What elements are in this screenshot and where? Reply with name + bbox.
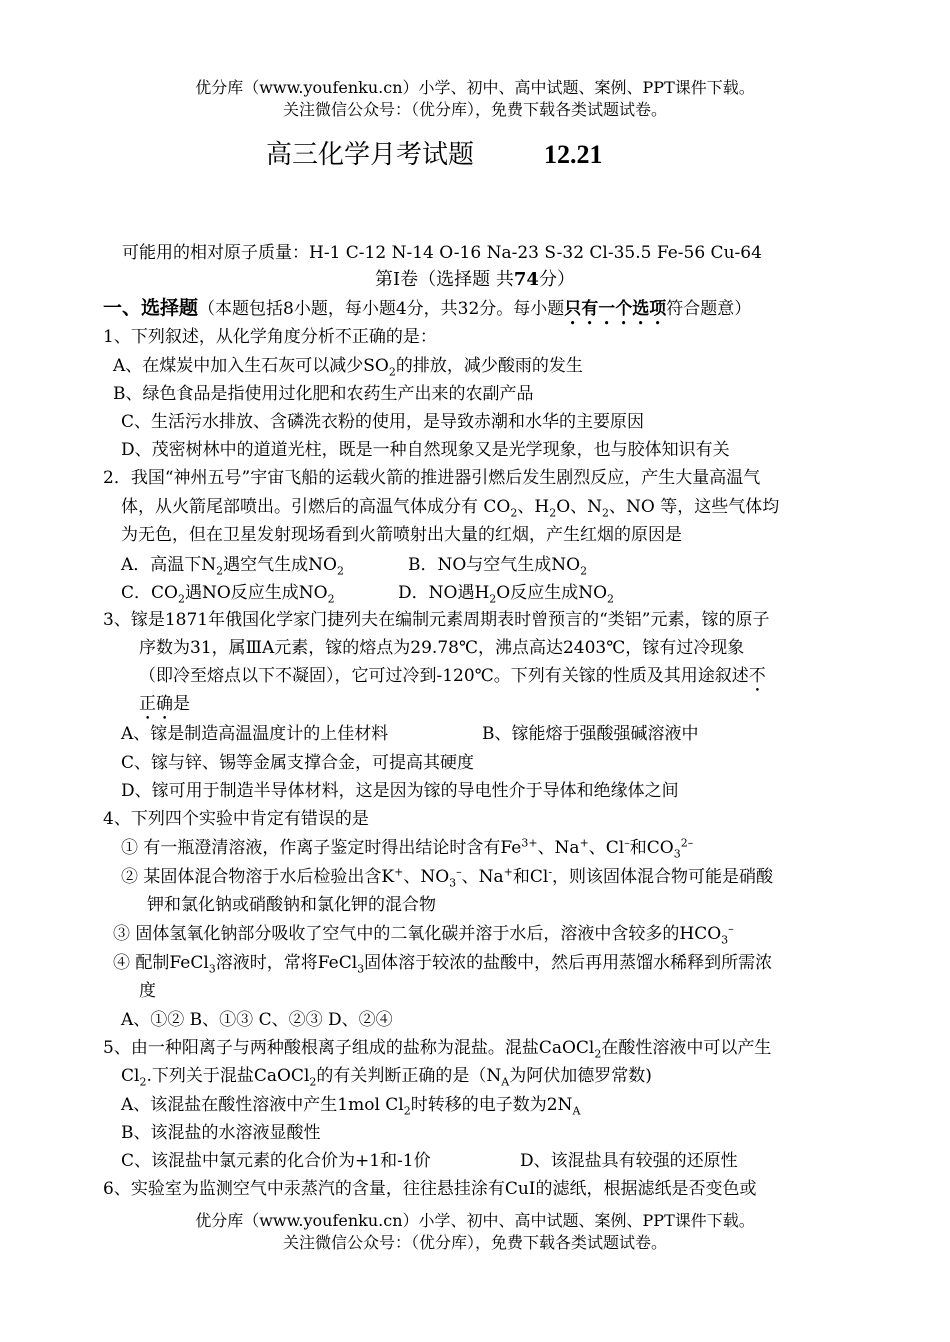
q1-stem: 1、下列叙述，从化学角度分析不正确的是：: [103, 327, 437, 347]
section1-note-a: （本题包括8小题，每小题4分，共32分。每小题: [198, 299, 565, 319]
q3-option-a: A、镓是制造高温温度计的上佳材料: [121, 724, 389, 744]
q3-line-1: 3、镓是1871年俄国化学家门捷列夫在编制元素周期表时曾预言的“类铝”元素，镓的原子: [103, 610, 770, 630]
section1-note-b: 符合题意）: [666, 299, 752, 319]
q3-line-2: 序数为31，属ⅢA元素，镓的熔点为29.78℃，沸点高达2403℃，镓有过冷现象: [139, 638, 745, 658]
q3-option-c: C、镓与锌、锡等金属支撑合金，可提高其硬度: [121, 753, 475, 773]
q3-option-d: D、镓可用于制造半导体材料，这是因为镓的导电性介于导体和绝缘体之间: [121, 781, 679, 801]
q4-item-2: ② 某固体混合物溶于水后检验出含K+、$NO_3^-$、Na+和Cl-，则该固体混合物可能是硝酸: [121, 865, 774, 890]
atomic-masses: 可能用的相对原子质量：H-1 C-12 N-14 O-16 Na-23 S-32 Cl-35.5 Fe-56 Cu-64: [122, 243, 762, 263]
footer-line-1: 优分库（www.youfenku.cn）小学、初中、高中试题、案例、PPT课件下载。: [195, 1211, 755, 1230]
footer-line-2: 关注微信公众号：（优分库），免费下载各类试题试卷。: [282, 1233, 667, 1252]
q4-item-4-line-2: 度: [139, 981, 156, 1001]
q6-line-1: 6、实验室为监测空气中汞蒸汽的含量，往往悬挂涂有CuI的滤纸，根据滤纸是否变色或: [103, 1179, 757, 1199]
q4-options: A、①② B、①③ C、②③ D、②④: [121, 1010, 393, 1030]
q2-option-a: A．高温下$N_2$遇空气生成$NO_2$: [121, 555, 344, 578]
volume-prefix: 第Ⅰ卷（选择题 共: [375, 269, 514, 290]
q2-line-1: 2．我国“神州五号”宇宙飞船的运载火箭的推进器引燃后发生剧烈反应，产生大量高温气: [103, 468, 761, 488]
q5-option-d: D、该混盐具有较强的还原性: [520, 1151, 738, 1171]
q1-option-a: A、在煤炭中加入生石灰可以减少$SO_2$的排放，减少酸雨的发生: [113, 356, 583, 379]
q2-line-2: 体，从火箭尾部喷出。引燃后的高温气体成分有 $CO_2$、$H_2O$、$N_2$、NO 等，这些气体均: [121, 497, 780, 520]
header-line-2: 关注微信公众号：（优分库），免费下载各类试题试卷。: [282, 100, 667, 119]
q1-option-c: C、生活污水排放、含磷洗衣粉的使用，是导致赤潮和水华的主要原因: [121, 412, 645, 432]
q5-line-2: $Cl_2$.下列关于混盐CaOCl$_2$的有关判断正确的是（$N_A$为阿伏加德罗常数): [121, 1066, 652, 1089]
q4-stem: 4、下列四个实验中肯定有错误的是: [103, 809, 369, 829]
q4-item-1: ① 有一瓶澄清溶液，作离子鉴定时得出结论时含有$Fe^{3+}$、Na+、Cl–和$CO_3^{2-}$: [121, 836, 694, 861]
volume-heading: [0, 268, 950, 292]
section1-note-emph: 只有一个选项: [564, 299, 667, 319]
q4-item-2-line-2: 钾和氯化钠或硝酸钠和氯化钾的混合物: [147, 895, 436, 915]
title-main: 高三化学月考试题: [266, 140, 475, 170]
page-title: [266, 138, 603, 172]
q5-line-1: 5、由一种阳离子与两种酸根离子组成的盐称为混盐。混盐CaOCl$_2$在酸性溶液中可以产生: [103, 1038, 772, 1061]
q1-option-b: B、绿色食品是指使用过化肥和农药生产出来的农副产品: [113, 384, 534, 404]
q3-line-3: （即冷至熔点以下不凝固），它可过冷到-120℃。下列有关镓的性质及其用途叙述不: [139, 666, 766, 686]
header-line-1: 优分库（www.youfenku.cn）小学、初中、高中试题、案例、PPT课件下载。: [195, 78, 755, 97]
q5-option-b: B、该混盐的水溶液显酸性: [121, 1123, 321, 1143]
q3-option-b: B、镓能熔于强酸强碱溶液中: [482, 724, 699, 744]
q2-option-b: B．NO与空气生成$NO_2$: [408, 555, 588, 578]
q2-option-c: C．$CO_2$遇NO反应生成$NO_2$: [121, 583, 335, 606]
q2-line-3: 为无色，但在卫星发射现场看到火箭喷射出大量的红烟，产生红烟的原因是: [121, 525, 682, 545]
volume-points: 74: [513, 269, 539, 290]
title-date: 12.21: [544, 140, 603, 169]
q2-option-d: D．NO遇$H_2O$反应生成$NO_2$: [398, 583, 615, 606]
q5-option-a: A、该混盐在酸性溶液中产生1mol $Cl_2$时转移的电子数为$2N_A$: [121, 1095, 581, 1118]
volume-suffix: 分）: [538, 269, 575, 290]
q5-option-c: C、该混盐中氯元素的化合价为+1和-1价: [121, 1151, 431, 1171]
section1-title: 一、选择题: [103, 297, 199, 319]
q4-item-3: ③ 固体氢氧化钠部分吸收了空气中的二氧化碳并溶于水后，溶液中含较多的$HCO_3^-$: [113, 922, 734, 947]
q3-line-4: 正确是: [139, 694, 190, 714]
q1-option-d: D、茂密树林中的道道光柱，既是一种自然现象又是光学现象，也与胶体知识有关: [121, 440, 730, 460]
q4-item-4: ④ 配制FeCl$_3$溶液时，常将FeCl$_3$固体溶于较浓的盐酸中，然后再用蒸馏水稀释到所需浓: [113, 953, 773, 976]
